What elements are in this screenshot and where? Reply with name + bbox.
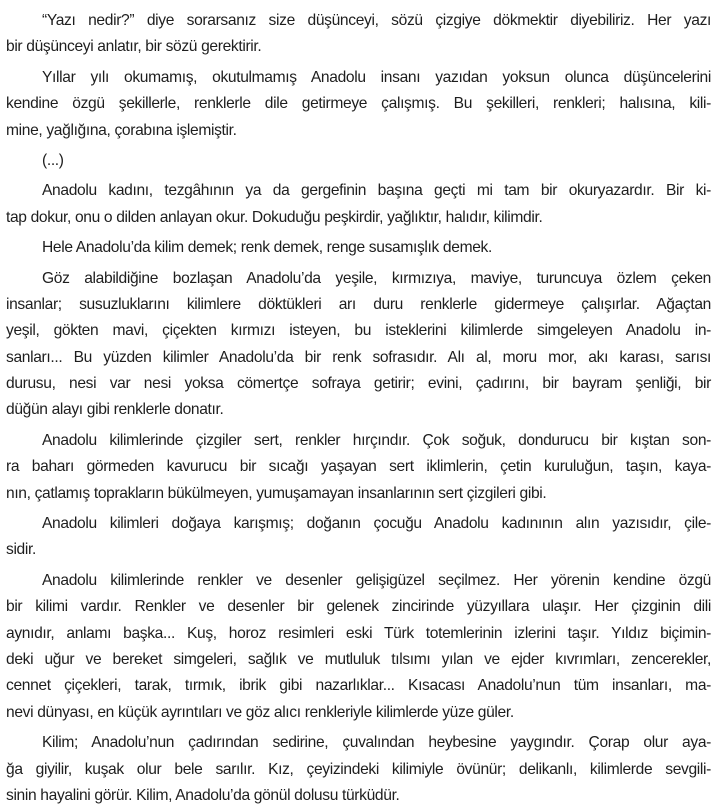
paragraph-1 xyxy=(6,8,711,61)
paragraph-6 xyxy=(6,428,711,507)
text-line: yeşil, gökten mavi, çiçekten kırmızı isteyen, bu isteklerini kilimlerde simgeleyen Anadolu in- xyxy=(6,322,711,340)
text-line: bir kilimi vardır. Renkler ve desenler bir gelenek zincirinde yüzyıllara ulaşır. Her çizginin dili xyxy=(6,598,711,616)
text-line: Yıllar yılı okumamış, okutulmamış Anadolu insanı yazıdan yoksun olunca düşüncelerini xyxy=(42,68,711,86)
text-line: Hele Anadolu’da kilim demek; renk demek, renge susamışlık demek. xyxy=(42,239,492,257)
text-line: sanları... Bu yüzden kilimler Anadolu’da bir renk sofrasıdır. Alı al, moru mor, akı karası, sarısı xyxy=(6,348,711,366)
text-line: kendine özgü şekillerle, renklerle dile getirmeye çalışmış. Bu şekilleri, renkleri; halısına, kili- xyxy=(6,95,711,113)
text-line: nevi dünyası, en küçük ayrıntıları ve göz alıcı renkleriyle kilimlerde yüze güler. xyxy=(6,703,514,721)
paragraph-9 xyxy=(6,730,711,809)
text-line: cennet çiçekleri, tarak, tırmık, ibrik gibi nazarlıklar... Kısacası Anadolu’nun tüm insanları, ma- xyxy=(6,677,711,695)
paragraph-ellipsis xyxy=(6,148,711,174)
paragraph-3 xyxy=(6,178,711,231)
paragraph-7 xyxy=(6,511,711,564)
text-line: sidir. xyxy=(6,541,36,559)
text-line: sinin hayalini görür. Kilim, Anadolu’da gönül dolusu türküdür. xyxy=(6,786,400,804)
text-line: ra baharı görmeden kavurucu bir sıcağı yaşayan sert iklimlerin, çetin kuruluğun, taşın, kaya- xyxy=(6,458,711,476)
text-line: (...) xyxy=(42,151,64,169)
text-line: düğün alayı gibi renklerle donatır. xyxy=(6,401,224,419)
text-line: insanlar; susuzluklarını kilimlere döktükleri arı duru renklerle gidermeye çalışırlar. Ağaçtan xyxy=(6,295,711,313)
text-line: mine, yağlığına, çorabına işlemiştir. xyxy=(6,121,237,139)
text-line: Göz alabildiğine bozlaşan Anadolu’da yeşile, kırmızıya, maviye, turuncuya özlem çeken xyxy=(42,269,711,287)
text-line: aynıdır, anlamı başka... Kuş, horoz resimleri eski Türk totemlerinin izlerini taşır. Yıldız biçimin- xyxy=(6,624,711,642)
text-line: deki uğur ve bereket simgeleri, sağlık ve mutluluk tılsımı yılan ve ejder kıvrımları, zencerekler, xyxy=(6,650,711,668)
text-line: bir düşünceyi anlatır, bir sözü gerektirir. xyxy=(6,38,262,56)
text-line: ğa giyilir, kuşak olur bele sarılır. Kız, çeyizindeki kilimiyle övünür; delikanlı, kilimlerde sevgili- xyxy=(6,760,711,778)
text-line: Anadolu kilimlerinde çizgiler sert, renkler hırçındır. Çok soğuk, dondurucu bir kıştan son- xyxy=(42,431,711,449)
paragraph-2 xyxy=(6,65,711,144)
paragraph-5 xyxy=(6,266,711,424)
paragraph-4 xyxy=(6,235,711,261)
text-line: Anadolu kadını, tezgâhının ya da gergefinin başına geçti mi tam bir okuryazardır. Bir ki- xyxy=(42,182,711,200)
text-line: Anadolu kilimlerinde renkler ve desenler gelişigüzel seçilmez. Her yörenin kendine özgü xyxy=(42,571,711,589)
text-line: tap dokur, onu o dilden anlayan okur. Dokuduğu peşkirdir, yağlıktır, halıdır, kilimdir. xyxy=(6,208,543,226)
text-line: durusu, nesi var nesi yoksa cömertçe sofraya getirir; evini, çadırını, bir bayram şenliği, bir xyxy=(6,375,711,393)
paragraph-8 xyxy=(6,568,711,726)
text-line: Kilim; Anadolu’nun çadırından sedirine, çuvalından heybesine yaygındır. Çorap olur aya- xyxy=(42,734,711,752)
text-line: Anadolu kilimleri doğaya karışmış; doğanın çocuğu Anadolu kadınının alın yazısıdır, çile- xyxy=(42,515,711,533)
text-line: nın, çatlamış toprakların bükülmeyen, yumuşamayan insanlarının sert çizgileri gibi. xyxy=(6,484,547,502)
text-line: “Yazı nedir?” diye sorarsanız size düşünceyi, sözü çizgiye dökmektir diyebiliriz. Her yazı xyxy=(42,12,711,29)
